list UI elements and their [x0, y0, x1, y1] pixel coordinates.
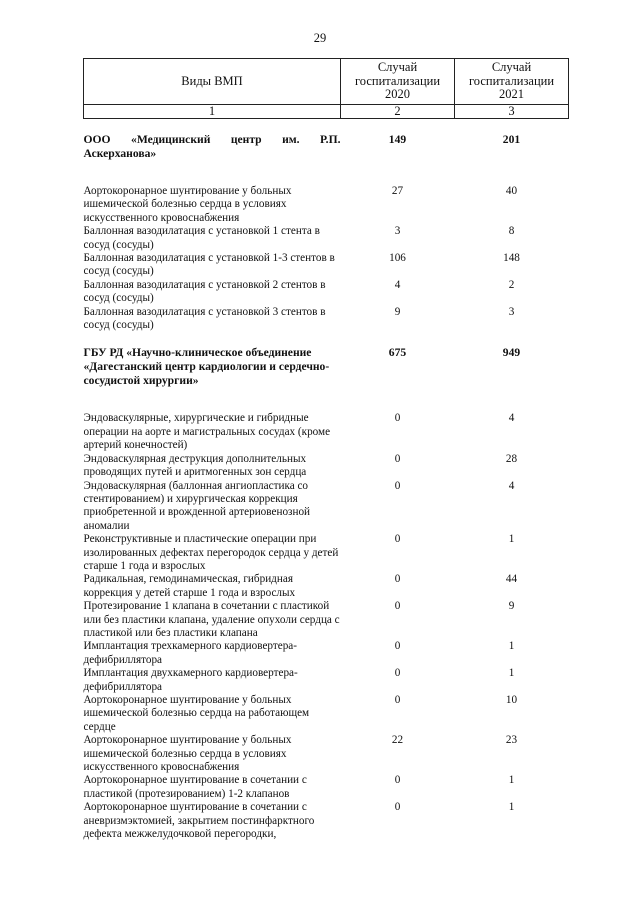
cases-2021: 9 [508, 600, 515, 613]
procedure-name: Баллонная вазодилатация с установкой 2 стентов в сосуд (сосуды) [83, 278, 326, 305]
cases-2020: 0 [394, 573, 401, 586]
procedure-name: Реконструктивные и пластические операции при изолированных дефектах перегородок сердца у детей старше 1 года и взрослых [83, 533, 339, 572]
page-number: 29 [313, 31, 327, 45]
procedure-name: Баллонная вазодилатация с установкой 1-3 стентов в сосуд (сосуды) [83, 252, 335, 278]
cases-2021: 44 [505, 573, 518, 586]
cases-2021: 3 [508, 305, 515, 318]
table-row [84, 182, 569, 225]
cases-2020: 9 [394, 305, 401, 318]
cases-2021: 8 [508, 225, 515, 238]
procedure-name: Протезирование 1 клапана в сочетании с пластикой или без пластики клапана, удаление опухоли сердца с пластикой или без пластики клапана [83, 600, 340, 639]
cases-2020: 0 [394, 533, 401, 546]
table-body [84, 119, 569, 842]
cases-2020: 0 [394, 640, 401, 653]
cases-2020: 0 [394, 774, 401, 787]
org-name: ООО «Медицинский центр им. Р.П. Аскерханова» [83, 133, 341, 160]
cases-2020: 22 [391, 734, 404, 747]
cases-2021: 40 [505, 185, 518, 197]
cases-2020: 0 [394, 694, 401, 706]
procedure-name: Аортокоронарное шунтирование у больных ишемической болезнью сердца на работающем сердце [83, 694, 310, 733]
cases-2020: 4 [394, 278, 401, 291]
cases-2021: 1 [508, 667, 515, 680]
procedure-name: Аортокоронарное шунтирование у больных ишемической болезнью сердца в условиях искусственного кровоснабжения [83, 734, 292, 774]
cases-2021: 1 [508, 774, 515, 787]
cases-2021: 28 [505, 452, 518, 465]
header-cases-2020: Случай госпитализации 2020 [341, 59, 455, 105]
cases-2020: 0 [394, 479, 401, 492]
table-row [84, 480, 569, 534]
cases-2021: 23 [505, 734, 518, 747]
table-row [84, 533, 569, 573]
procedure-name: Имплантация трехкамерного кардиовертера-дефибриллятора [83, 640, 297, 666]
table-row [84, 640, 569, 667]
table-row [84, 252, 569, 279]
procedure-name: Баллонная вазодилатация с установкой 1 стента в сосуд (сосуды) [83, 225, 320, 251]
column-number-2: 2 [341, 105, 455, 119]
table-row [84, 409, 569, 452]
cases-2020: 0 [394, 801, 401, 814]
table-row [84, 694, 569, 734]
cases-2021: 4 [508, 479, 515, 492]
procedure-name: Эндоваскулярная деструкция дополнительных проводящих путей и аритмогенных зон сердца [83, 452, 307, 479]
procedure-name: Радикальная, гемодинамическая, гибридная коррекция у детей старше 1 года и взрослых [83, 573, 296, 599]
cases-2021: 1 [508, 533, 515, 546]
procedure-name: Аортокоронарное шунтирование у больных ишемической болезнью сердца в условиях искусственного кровоснабжения [83, 185, 292, 224]
column-number-3: 3 [455, 105, 569, 119]
table-row [84, 801, 569, 841]
cases-2021: 1 [508, 640, 515, 653]
cases-2020: 0 [394, 600, 401, 613]
table-row [84, 734, 569, 774]
table-row [84, 453, 569, 480]
cases-2021: 10 [505, 694, 518, 706]
procedure-name: Имплантация двухкамерного кардиовертера-дефибриллятора [83, 667, 298, 693]
table-row [84, 573, 569, 600]
header-cases-2021: Случай госпитализации 2021 [455, 59, 569, 105]
cases-2021: 4 [508, 412, 515, 425]
org-row [84, 119, 569, 183]
table-row [84, 225, 569, 252]
cases-2020: 0 [394, 452, 401, 465]
cases-2021: 2 [508, 278, 515, 291]
cases-2020: 27 [391, 185, 404, 197]
cases-2021: 1 [508, 801, 515, 814]
cases-2020: 3 [394, 225, 401, 238]
org-total-2021: 201 [502, 133, 521, 146]
org-row [84, 332, 569, 409]
table-row [84, 774, 569, 801]
procedure-name: Эндоваскулярная (баллонная ангиопластика со стентированием) и хирургическая коррекция приобретенной и врожденной артериовенозной аномалии [83, 479, 311, 532]
procedure-name: Эндоваскулярные, хирургические и гибридные операции на аорте и магистральных сосудах (кроме артерий конечностей) [83, 412, 331, 452]
vmp-table [83, 58, 569, 841]
org-total-2020: 149 [388, 133, 407, 146]
column-number-1: 1 [84, 105, 341, 119]
cases-2020: 106 [389, 252, 406, 265]
table-row [84, 667, 569, 694]
org-total-2021: 949 [502, 346, 521, 360]
table-header [84, 59, 569, 119]
header-vmp-types: Виды ВМП [84, 59, 341, 105]
procedure-name: Аортокоронарное шунтирование в сочетании с аневризмэктомией, закрытием постинфарктного дефекта межжелудочковой перегородки, [83, 801, 315, 841]
cases-2020: 0 [394, 667, 401, 680]
org-total-2020: 675 [388, 346, 407, 360]
procedure-name: Баллонная вазодилатация с установкой 3 стентов в сосуд (сосуды) [83, 305, 326, 332]
cases-2021: 148 [503, 252, 520, 265]
org-name: ГБУ РД «Научно-клиническое объединение «Дагестанский центр кардиологии и сердечно-сосудистой хирургии» [83, 346, 330, 388]
cases-2020: 0 [394, 412, 401, 425]
table-row [84, 279, 569, 306]
table-row [84, 306, 569, 333]
table-row [84, 600, 569, 640]
procedure-name: Аортокоронарное шунтирование в сочетании с пластикой (протезированием) 1-2 клапанов [83, 774, 307, 800]
